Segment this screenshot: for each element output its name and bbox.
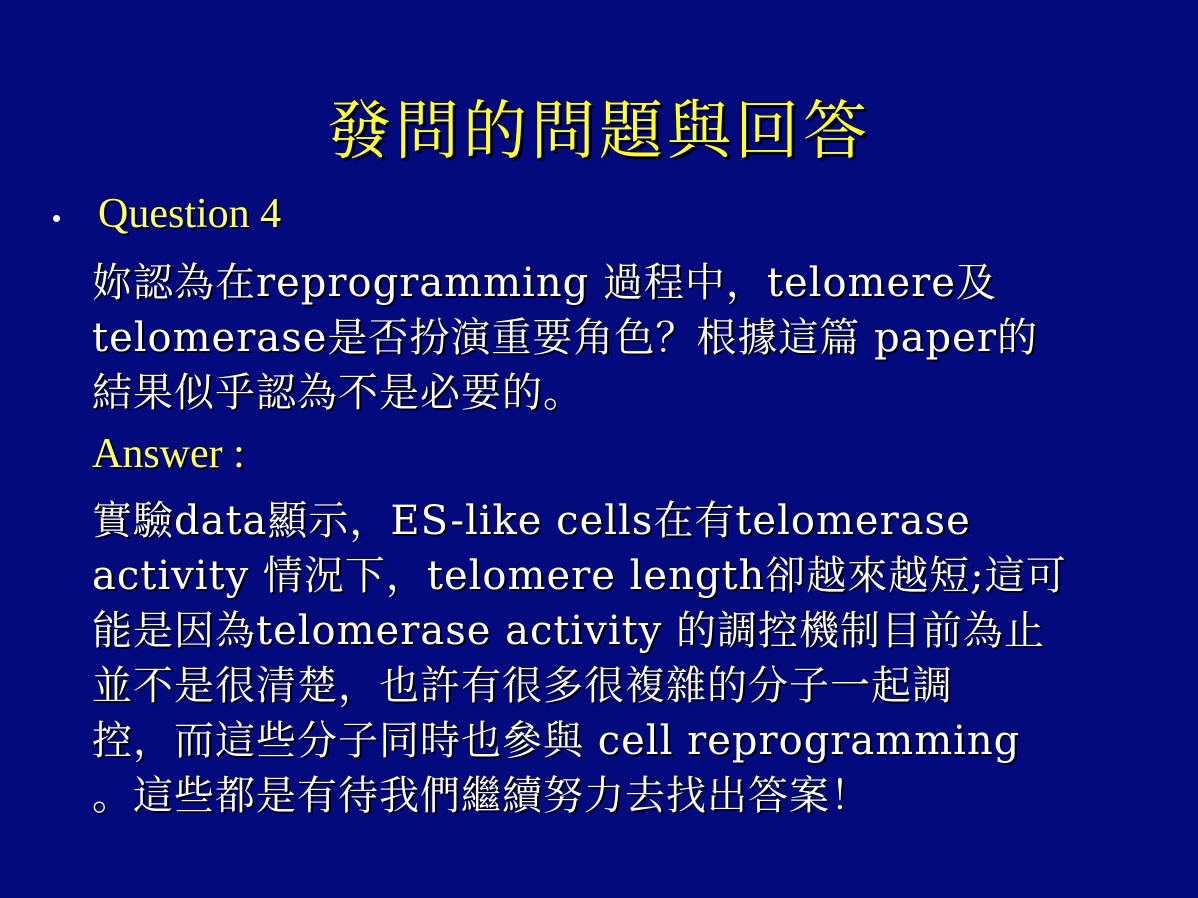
answer-line: activity 情況下，telomere length卻越來越短;這可 (92, 553, 1067, 599)
answer-line: 並不是很清楚，也許有很多很複雜的分子一起調 (92, 663, 953, 709)
question-text (92, 256, 1038, 421)
answer-label: Answer : (92, 431, 245, 477)
question-label: Question 4 (98, 191, 282, 237)
answer-line: 。這些都是有待我們繼續努力去找出答案！ (92, 773, 871, 819)
bullet-point: • (52, 203, 62, 233)
question-line: 妳認為在reprogramming 過程中，telomere及 (92, 260, 997, 306)
answer-line: 能是因為telomerase activity 的調控機制目前為止 (92, 608, 1045, 654)
answer-line: 實驗data顯示，ES-like cells在有telomerase (92, 498, 971, 544)
slide-title: 發問的問題與回答 (327, 95, 871, 169)
question-line: 結果似乎認為不是必要的。 (92, 370, 584, 416)
question-line: telomerase是否扮演重要角色？根據這篇 paper的 (92, 315, 1038, 361)
answer-line: 控，而這些分子同時也參與 cell reprogramming (92, 718, 1021, 764)
answer-text (92, 494, 1067, 824)
